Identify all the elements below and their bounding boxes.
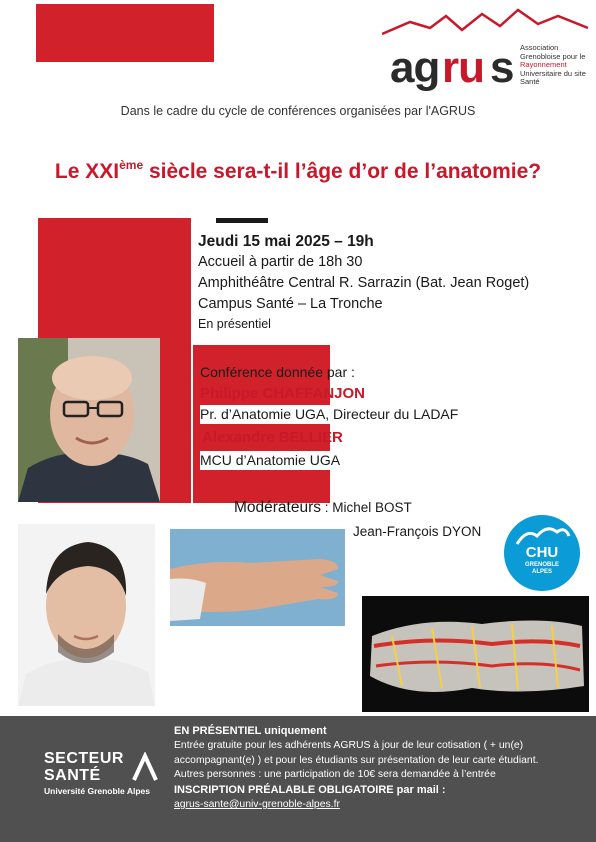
secteur-sante-logo <box>44 750 150 796</box>
svg-text:ru: ru <box>442 43 484 92</box>
footer-heading-rest: uniquement <box>261 725 327 737</box>
tagline-line: Association <box>520 43 559 52</box>
svg-text:s: s <box>490 43 515 92</box>
event-info <box>198 231 588 333</box>
decor-red-block-top <box>36 4 214 62</box>
svg-text:ag: ag <box>390 43 440 92</box>
hand-photo <box>170 529 345 626</box>
anatomy-image <box>362 596 589 712</box>
university-name: Université Grenoble Alpes <box>44 786 150 796</box>
agrus-tagline <box>520 44 586 87</box>
speaker1-role: Pr. d’Anatomie UGA, Directeur du LADAF <box>200 405 462 424</box>
event-campus: Campus Santé – La Tronche <box>198 296 383 312</box>
moderators-label: Modérateurs <box>234 499 322 516</box>
email-link[interactable]: agrus-sante@univ-grenoble-alpes.fr <box>174 799 340 811</box>
footer-line: Autres personnes : une participation de 10€ sera demandée à l’entrée <box>174 769 496 781</box>
event-date: Jeudi 15 mai 2025 – 19h <box>198 233 374 250</box>
moderator-2: Jean-François DYON <box>353 524 482 539</box>
tagline-line: Rayonnement <box>520 60 567 70</box>
footer-info <box>174 724 584 812</box>
agrus-logo <box>382 6 588 102</box>
title-part: siècle sera-t-il l’âge d’or de l’anatomie? <box>143 160 542 183</box>
tagline-line: Santé <box>520 77 540 87</box>
moderator-1: : Michel BOST <box>321 500 412 515</box>
moderators-line <box>234 499 412 517</box>
speaker2-name: Alexandre BELLIER <box>202 429 343 446</box>
tagline-line: Universitaire du site <box>520 68 586 78</box>
footer-line: Entrée gratuite pour les adhérents AGRUS à jour de leur cotisation ( + un(e) accompagnant(e) ) et pour les étudiants sur présentation de leur carte étudiant. <box>174 740 539 766</box>
inscription-rest: par mail : <box>393 783 446 796</box>
event-mode: En présentiel <box>198 317 271 331</box>
footer-heading: EN PRÉSENTIEL <box>174 725 262 737</box>
inscription-heading: INSCRIPTION PRÉALABLE OBLIGATOIRE <box>174 783 394 796</box>
speaker1-name: Philippe CHAFFANJON <box>200 385 366 402</box>
title-sup: ème <box>119 158 144 172</box>
chu-name: CHU <box>525 544 559 561</box>
speaker2-role: MCU d’Anatomie UGA <box>200 451 344 470</box>
secteur-line: SECTEUR <box>44 750 124 767</box>
event-welcome: Accueil à partir de 18h 30 <box>198 254 363 270</box>
event-place: Amphithéâtre Central R. Sarrazin (Bat. Jean Roget) <box>198 275 530 291</box>
page-title <box>0 158 596 184</box>
chu-logo <box>503 514 581 592</box>
tagline-line: Grenobloise pour le <box>520 51 586 61</box>
speaker1-photo <box>18 338 160 502</box>
conference-details <box>200 363 580 470</box>
conference-intro: Conférence donnée par : <box>200 364 355 380</box>
title-part: Le XXI <box>54 160 120 183</box>
intro-text: Dans le cadre du cycle de conférences organisées par l'AGRUS <box>120 104 476 118</box>
chu-sub-line: GRENOBLE <box>524 562 559 568</box>
secteur-line: SANTÉ <box>44 767 101 784</box>
speaker2-photo <box>18 524 155 706</box>
mountain-icon <box>132 752 158 782</box>
chu-sub <box>503 562 581 576</box>
chu-sub-line: ALPES <box>531 569 552 575</box>
decor-dash <box>216 218 268 223</box>
